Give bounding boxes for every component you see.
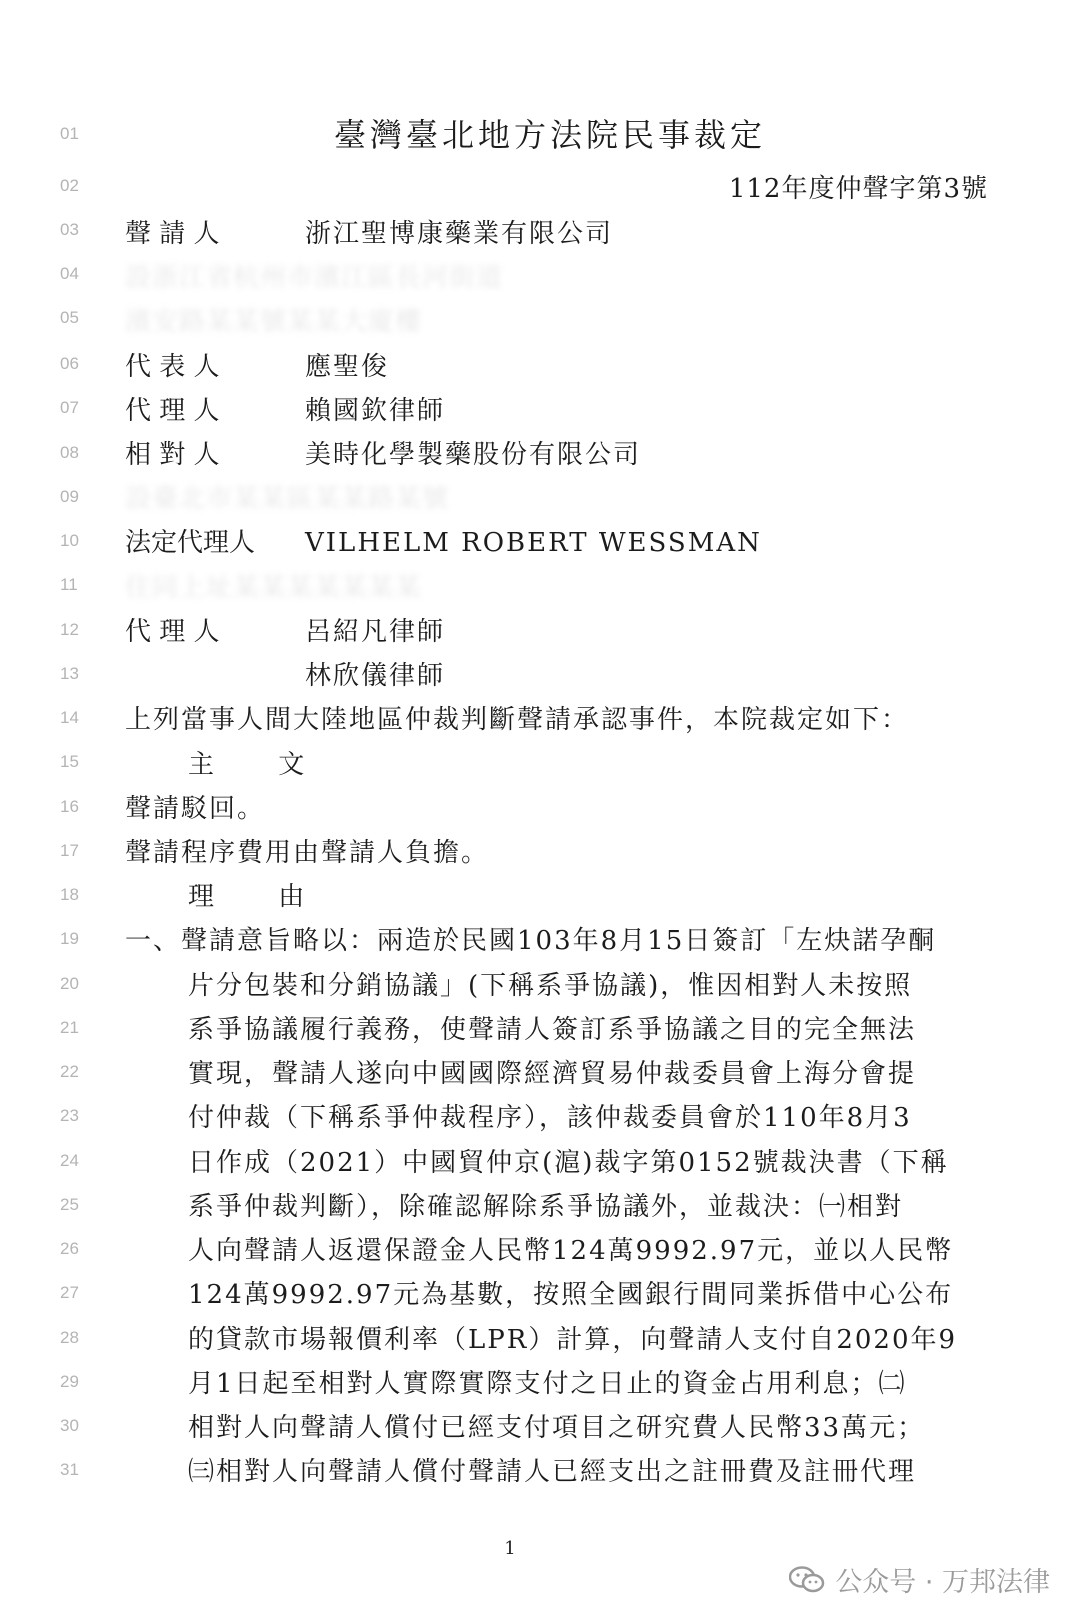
reason-line: 月1日起至相對人實際實際支付之日止的資金占用利息；㈡ (188, 1369, 907, 1399)
agent2-label: 代 理 人 (125, 617, 220, 647)
applicant-name: 浙江聖博康藥業有限公司 (305, 219, 614, 249)
line-number: 19 (60, 929, 79, 948)
applicant-label: 聲 請 人 (125, 219, 220, 249)
case-number: 112年度仲聲字第3號 (728, 174, 988, 204)
document-title: 臺灣臺北地方法院民事裁定 (333, 116, 766, 154)
agent2-name-b: 林欣儀律師 (305, 661, 446, 691)
watermark (789, 1560, 1050, 1599)
line-number: 02 (60, 176, 79, 195)
line-number: 31 (60, 1460, 79, 1479)
line-number: 16 (60, 797, 79, 816)
respondent-label: 相 對 人 (125, 440, 220, 470)
legal-representative-name: VILHELM ROBERT WESSMAN (305, 528, 762, 558)
legal-representative-label: 法定代理人 (125, 528, 256, 558)
line-number: 12 (60, 620, 79, 639)
applicant-line (125, 213, 613, 250)
reason-line: 相對人向聲請人償付已經支付項目之研究費人民幣33萬元； (188, 1413, 926, 1443)
line-number: 10 (60, 531, 79, 550)
line-number: 27 (60, 1283, 79, 1302)
line-number: 24 (60, 1151, 79, 1170)
representative-name: 應聖俊 (305, 352, 390, 382)
intro-line: 上列當事人間大陸地區仲裁判斷聲請承認事件，本院裁定如下： (125, 705, 910, 735)
agent-line (125, 390, 445, 427)
agent2-line-b (125, 655, 445, 692)
line-number: 07 (60, 398, 79, 417)
line-number: 14 (60, 708, 79, 727)
redacted-address: 住同上址某某某某某某某 (125, 573, 423, 603)
respondent-name: 美時化學製藥股份有限公司 (305, 440, 642, 470)
reason-line: 人向聲請人返還保證金人民幣124萬9992.97元，並以人民幣 (188, 1236, 954, 1266)
line-number: 05 (60, 308, 79, 327)
line-number: 23 (60, 1106, 79, 1125)
representative-line (125, 346, 389, 383)
ruling-line: 聲請程序費用由聲請人負擔。 (125, 838, 490, 868)
agent2-line (125, 611, 445, 648)
line-number: 09 (60, 487, 79, 506)
line-number: 15 (60, 752, 79, 771)
reason-line: 付仲裁（下稱系爭仲裁程序），該仲裁委員會於110年8月3 (188, 1103, 912, 1133)
line-number: 26 (60, 1239, 79, 1258)
wechat-icon (789, 1566, 825, 1594)
reason-line: 實現，聲請人遂向中國國際經濟貿易仲裁委員會上海分會提 (188, 1059, 917, 1089)
agent-label: 代 理 人 (125, 396, 220, 426)
line-number: 17 (60, 841, 79, 860)
reason-line: 124萬9992.97元為基數，按照全國銀行間同業拆借中心公布 (188, 1280, 954, 1310)
line-number: 08 (60, 443, 79, 462)
ruling-line: 聲請駁回。 (125, 794, 266, 824)
representative-label: 代 表 人 (125, 352, 220, 382)
reason-line: ㈢相對人向聲請人償付聲請人已經支出之註冊費及註冊代理 (188, 1457, 917, 1487)
line-number: 01 (60, 124, 79, 143)
reason-line: 系爭仲裁判斷），除確認解除系爭協議外，並裁決：㈠相對 (188, 1192, 904, 1222)
redacted-address: 濱安路某某號某某大廈樓 (125, 307, 423, 337)
reason-line: 片分包裝和分銷協議」(下稱系爭協議)，惟因相對人未按照 (188, 971, 913, 1001)
line-number: 22 (60, 1062, 79, 1081)
agent2-name-a: 呂紹凡律師 (305, 617, 446, 647)
agent-name: 賴國欽律師 (305, 396, 446, 426)
line-number: 13 (60, 664, 79, 683)
reason-line: 的貸款市場報價利率（LPR）計算，向聲請人支付自2020年9 (188, 1325, 958, 1355)
line-number: 03 (60, 220, 79, 239)
line-number: 25 (60, 1195, 79, 1214)
line-number: 20 (60, 974, 79, 993)
line-number: 21 (60, 1018, 79, 1037)
watermark-text: 公众号 · 万邦法律 (835, 1567, 1050, 1598)
respondent-line (125, 434, 641, 471)
reason-line: 日作成（2021）中國貿仲京(滬)裁字第0152號裁決書（下稱 (188, 1148, 949, 1178)
line-number: 04 (60, 264, 79, 283)
line-number: 18 (60, 885, 79, 904)
line-number: 28 (60, 1328, 79, 1347)
reason-line: 一、聲請意旨略以：兩造於民國103年8月15日簽訂「左炔諾孕酮 (125, 926, 937, 956)
reason-heading: 理 由 (188, 882, 333, 912)
line-number: 29 (60, 1372, 79, 1391)
line-number: 06 (60, 354, 79, 373)
reason-line: 系爭協議履行義務，使聲請人簽訂系爭協議之目的完全無法 (188, 1015, 917, 1045)
legal-representative-line (125, 522, 762, 559)
line-number: 11 (60, 575, 78, 594)
line-number: 30 (60, 1416, 79, 1435)
main-heading: 主 文 (188, 750, 333, 780)
redacted-address: 設臺北市某某區某某路某號 (125, 484, 450, 514)
page-number: 1 (504, 1538, 516, 1559)
redacted-address: 設浙江省杭州市濱江區長河街道 (125, 263, 504, 293)
